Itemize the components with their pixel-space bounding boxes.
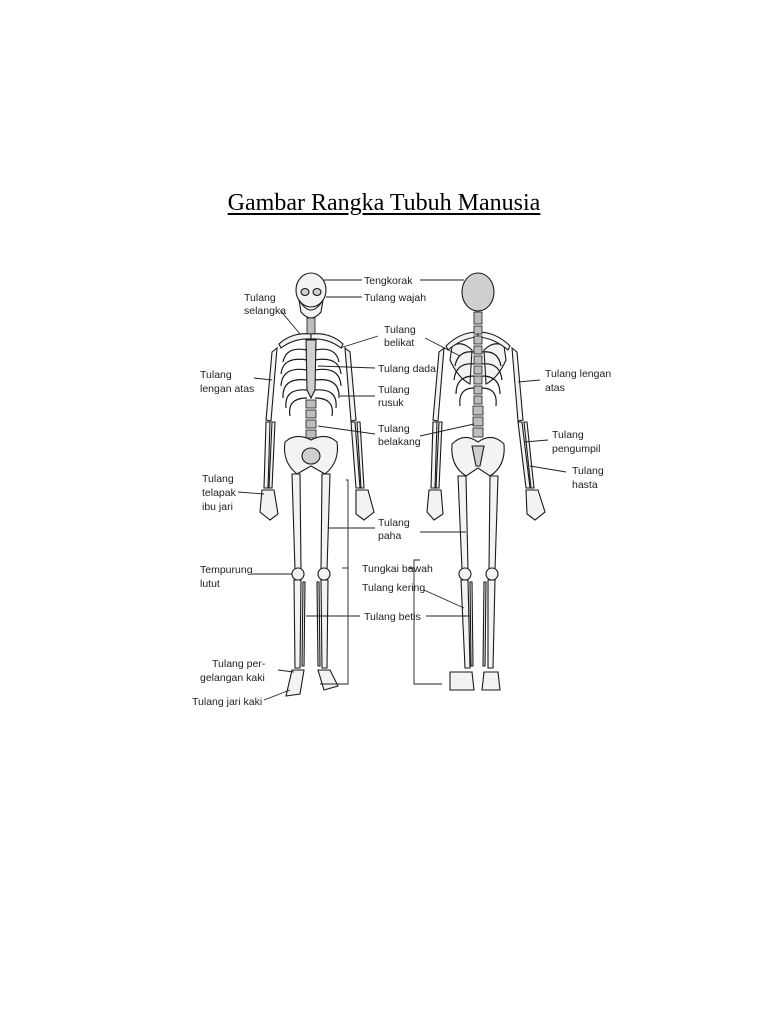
- label-tulang-rusuk: Tulang rusuk: [378, 384, 410, 409]
- label-tulang-lengan-atas-right: Tulang lengan atas: [545, 368, 612, 394]
- label-tempurung-lutut: Tempurung lutut: [200, 564, 253, 590]
- label-tulang-lengan-atas-left: Tulang lengan atas: [200, 369, 255, 395]
- label-tulang-belakang: Tulang belakang: [378, 423, 421, 448]
- label-tungkai-bawah: Tungkai bawah: [362, 563, 433, 575]
- labels: [192, 275, 614, 708]
- label-tengkorak: Tengkorak: [364, 275, 413, 287]
- label-tulang-telapak-ibu-jari: Tulang telapak ibu jari: [202, 473, 236, 513]
- label-tulang-dada: Tulang dada: [378, 363, 436, 375]
- label-tulang-wajah: Tulang wajah: [364, 292, 427, 304]
- label-tulang-betis: Tulang betis: [364, 611, 421, 623]
- label-tulang-hasta: Tulang hasta: [572, 465, 604, 491]
- label-tulang-jari-kaki: Tulang jari kaki: [192, 696, 263, 708]
- label-tulang-pengumpil: Tulang pengumpil: [552, 429, 601, 455]
- label-tulang-pergelangan-kaki: Tulang per- gelangan kaki: [200, 658, 266, 684]
- label-tulang-paha: Tulang paha: [378, 517, 410, 542]
- front-skeleton: [260, 273, 374, 696]
- label-tulang-selangka: Tulang selangka: [244, 292, 287, 317]
- back-skeleton: [427, 273, 545, 690]
- label-tulang-kering: Tulang kering: [362, 582, 426, 594]
- label-tulang-belikat: Tulang belikat: [384, 324, 416, 349]
- page-title: Gambar Rangka Tubuh Manusia: [227, 190, 541, 216]
